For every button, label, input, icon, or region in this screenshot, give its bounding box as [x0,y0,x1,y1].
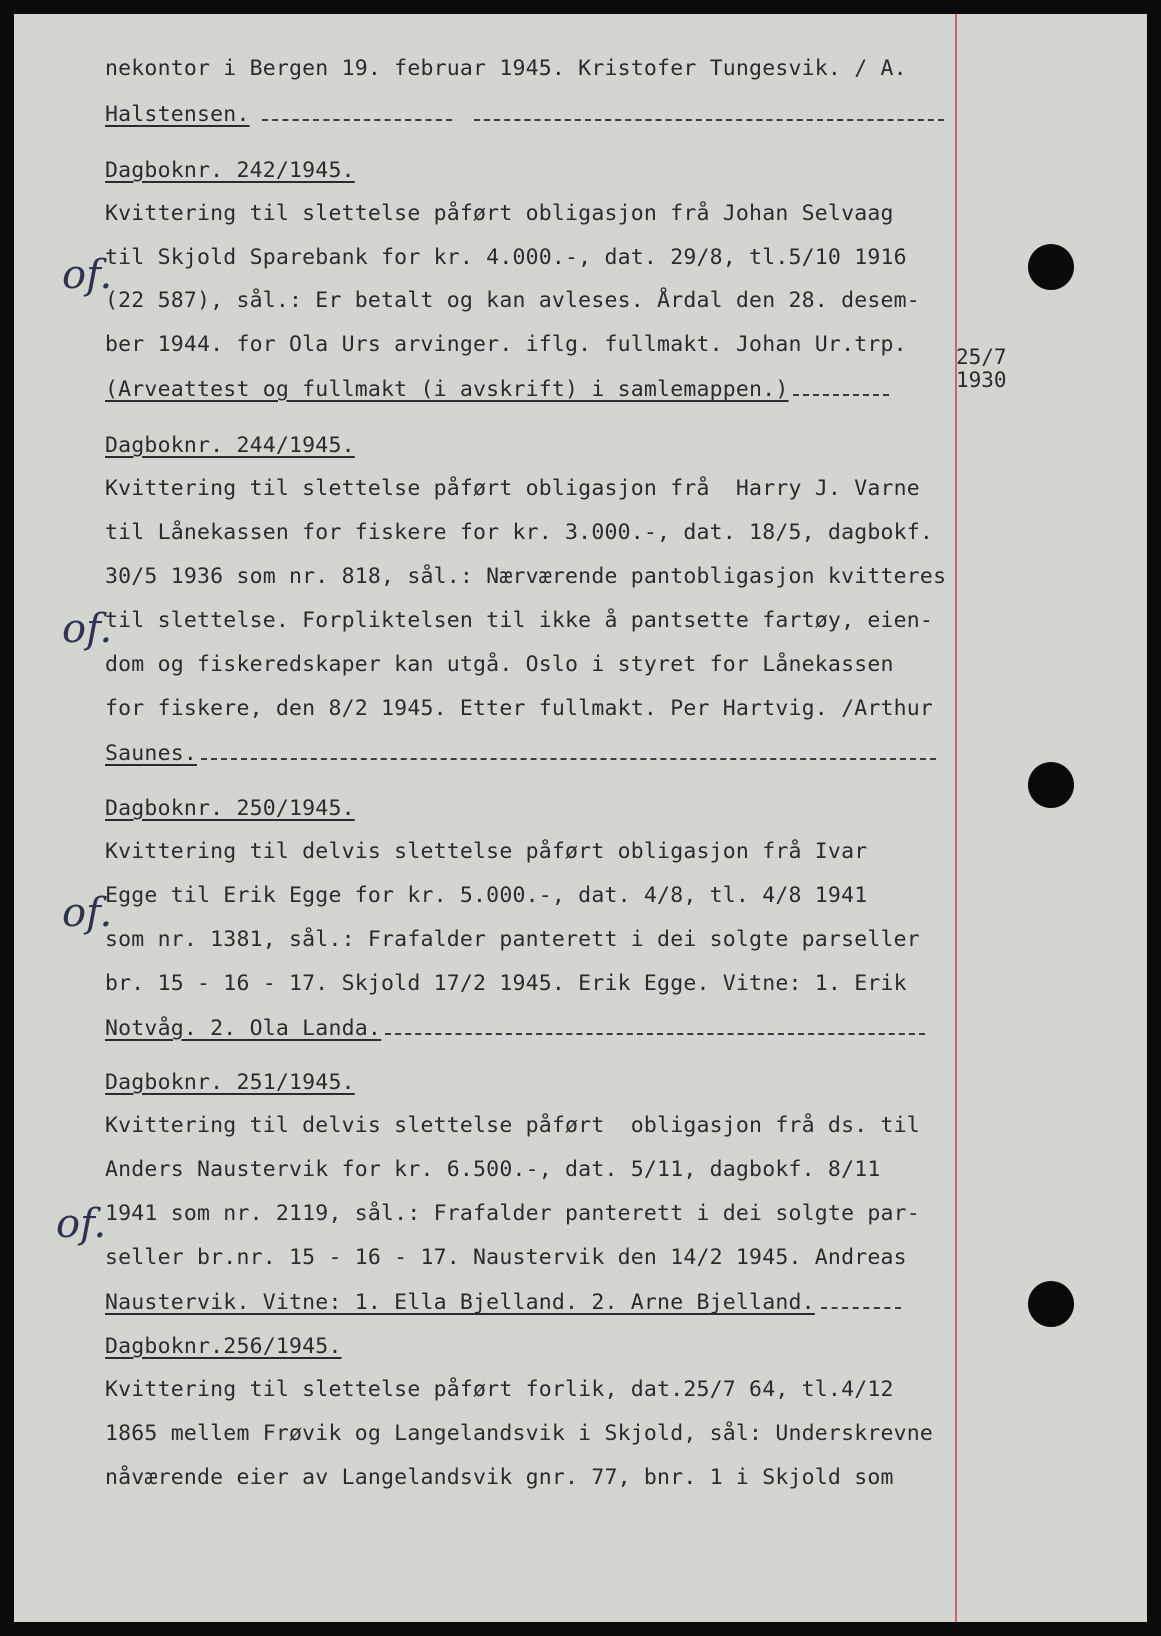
text-line: som nr. 1381, sål.: Frafalder panterett i dei solgte parseller [105,927,920,952]
punch-hole [1028,244,1074,290]
text-line: br. 15 - 16 - 17. Skjold 17/2 1945. Erik Egge. Vitne: 1. Erik [105,971,907,996]
text-line: (Arveattest og fullmakt (i avskrift) i samlemappen.) [105,374,889,405]
text-line: Egge til Erik Egge for kr. 5.000.-, dat. 4/8, tl. 4/8 1941 [105,883,868,908]
text-line: Kvittering til slettelse påført obligasjon frå Harry J. Varne [105,476,920,501]
text-line: (22 587), sål.: Er betalt og kan avleses. Årdal den 28. desem- [105,288,920,313]
margin-note: 25/7 [956,345,1007,369]
red-margin-line [955,14,957,1622]
text-line: til slettelse. Forpliktelsen til ikke å pantsette fartøy, eien- [105,608,934,633]
text-line: 1865 mellem Frøvik og Langelandsvik i Skjold, sål: Underskrevne [105,1421,934,1446]
punch-hole [1028,1281,1074,1327]
text-line: 1941 som nr. 2119, sål.: Frafalder panterett i dei solgte par- [105,1201,920,1226]
text-line: nåværende eier av Langelandsvik gnr. 77, bnr. 1 i Skjold som [105,1465,894,1490]
text-line: Notvåg. 2. Ola Landa. [105,1013,925,1044]
text-line: 30/5 1936 som nr. 818, sål.: Nærværende pantobligasjon kvitteres [105,564,947,589]
handwritten-mark: of. [62,252,113,298]
text-line: ber 1944. for Ola Urs arvinger. iflg. fullmakt. Johan Ur.trp. [105,332,907,357]
text-line: Halstensen. [105,99,944,130]
text-line: Kvittering til delvis slettelse påført obligasjon frå Ivar [105,839,868,864]
entry-heading: Dagboknr. 242/1945. [105,158,355,183]
entry-heading: Dagboknr.256/1945. [105,1334,342,1359]
text-line: til Lånekassen for fiskere for kr. 3.000.-, dat. 18/5, dagbokf. [105,520,934,545]
text-line: Saunes. [105,738,936,769]
handwritten-mark: of. [56,1201,107,1247]
document-page [14,14,1147,1622]
text-line: dom og fiskeredskaper kan utgå. Oslo i styret for Lånekassen [105,652,894,677]
handwritten-mark: of. [62,606,113,652]
text-line: Kvittering til slettelse påført forlik, dat.25/7 64, tl.4/12 [105,1377,894,1402]
text-line: seller br.nr. 15 - 16 - 17. Naustervik den 14/2 1945. Andreas [105,1245,907,1270]
text-line: Anders Naustervik for kr. 6.500.-, dat. 5/11, dagbokf. 8/11 [105,1157,881,1182]
entry-heading: Dagboknr. 244/1945. [105,433,355,458]
text-line: for fiskere, den 8/2 1945. Etter fullmakt. Per Hartvig. /Arthur [105,696,934,721]
margin-note: 1930 [956,368,1007,392]
entry-heading: Dagboknr. 251/1945. [105,1070,355,1095]
text-line: Kvittering til delvis slettelse påført obligasjon frå ds. til [105,1113,920,1138]
text-line: nekontor i Bergen 19. februar 1945. Kristofer Tungesvik. / A. [105,56,907,81]
entry-heading: Dagboknr. 250/1945. [105,796,355,821]
text-line: Kvittering til slettelse påført obligasjon frå Johan Selvaag [105,201,894,226]
text-line: til Skjold Sparebank for kr. 4.000.-, dat. 29/8, tl.5/10 1916 [105,245,907,270]
handwritten-mark: of. [62,890,113,936]
punch-hole [1028,762,1074,808]
text-line: Naustervik. Vitne: 1. Ella Bjelland. 2. Arne Bjelland. [105,1287,901,1318]
